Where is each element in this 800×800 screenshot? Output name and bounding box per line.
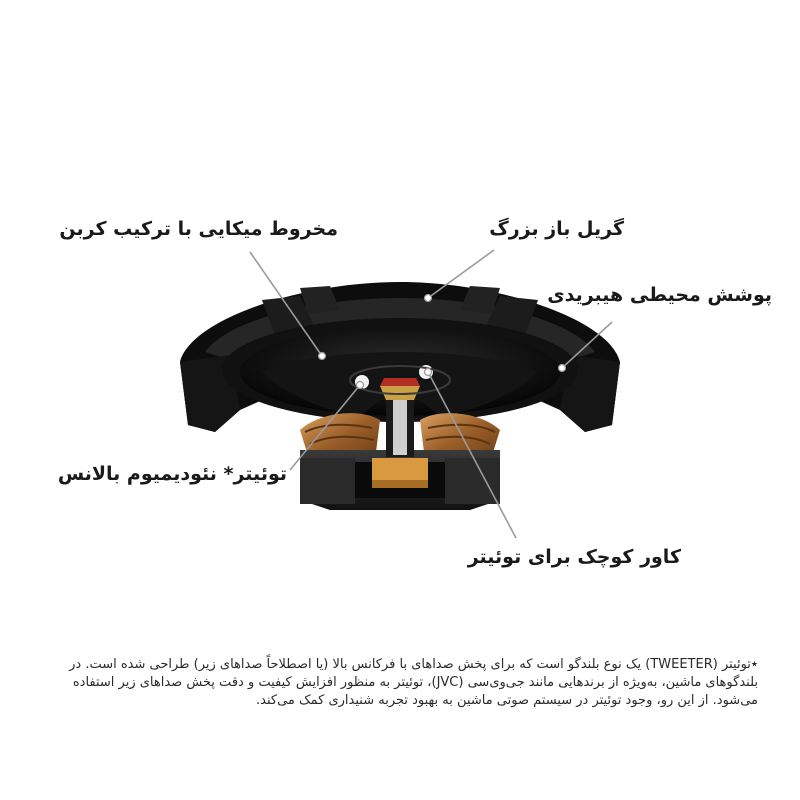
footnote: ٭توئیتر (TWEETER) یک نوع بلندگو است که برای پخش صداهای با فرکانس بالا (یا اصطلاحاً صداهای زیر) طراحی شده است. در بلندگوهای ماشین، به‌ویژه از برندهایی مانند جی‌وی‌سی (JVC)، توئیتر به منظور افزایش کیفیت و دقت پخش صداهای زیر استفاده می‌شود. از این رو، وجود توئیتر در سیستم صوتی ماشین به بهبود تجربه شنیداری کمک می‌کند. [69,657,758,708]
label-cone: مخروط میکایی با ترکیب کربن [59,218,338,240]
label-tweeter-cover: کاور کوچک برای توئیتر [467,546,681,568]
label-tweeter: توئیتر* نئودیمیوم بالانس [57,463,287,485]
label-surround: پوشش محیطی هیبریدی [547,284,772,306]
magnet-assembly [300,450,500,510]
label-grille: گریل باز بزرگ [489,218,624,240]
